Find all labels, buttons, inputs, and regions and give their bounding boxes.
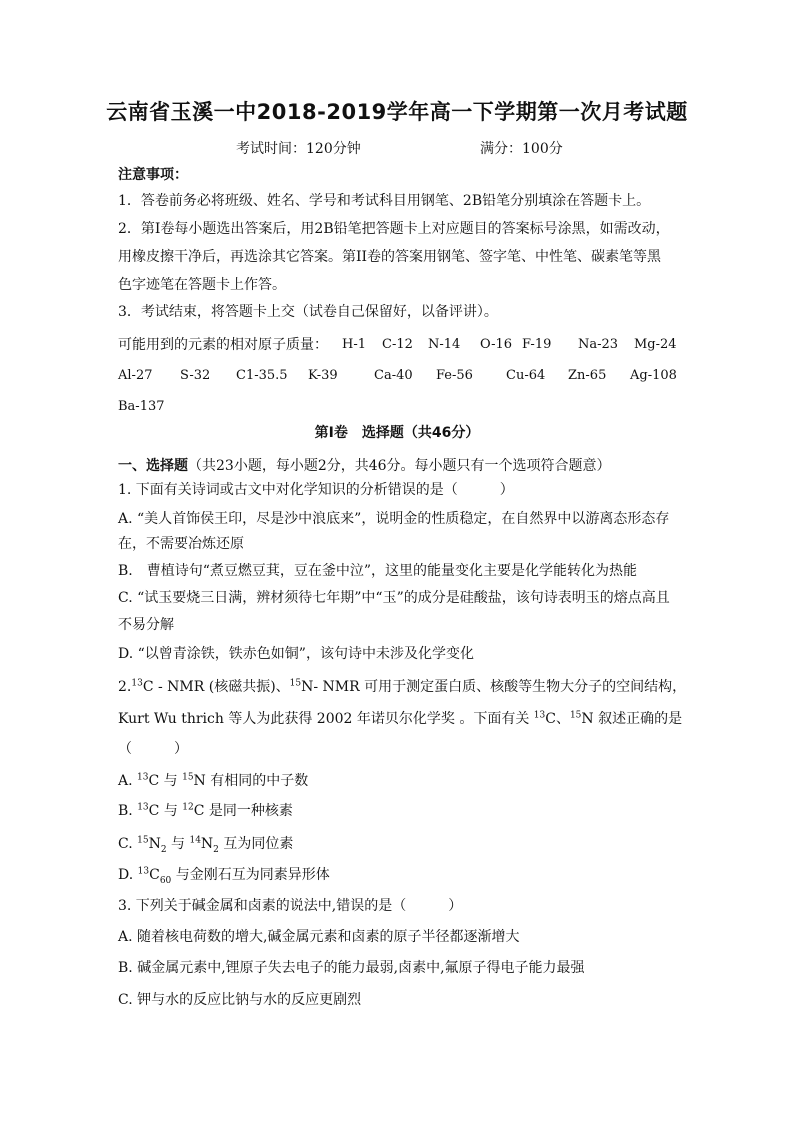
q1-option-a-line-2: 在，不需要冶炼还原 [118,536,244,552]
atomic-mass: C-12 [382,337,413,352]
q1-option-a-line-1: A. “美人首饰侯王印，尽是沙中浪底来”，说明金的性质稳定，在自然界中以游离态形态存 [118,511,670,527]
mass-number: 13 [137,866,150,877]
mass-number: 15 [137,835,149,846]
atomic-mass: H-1 [342,337,367,352]
q2-text: C - NMR (核磁共振)、 [142,679,290,695]
mass-number: 14 [189,835,201,846]
q1-option-b: B. 曹植诗句“煮豆燃豆萁，豆在釜中泣”，这里的能量变化主要是化学能转化为热能 [118,563,638,579]
option-text: N 有相同的中子数 [193,773,309,789]
atomic-mass: F-19 [522,337,552,352]
q3-option-b: B. 碱金属元素中,锂原子失去电子的能力最弱,卤素中,氟原子得电子能力最强 [118,960,585,976]
atomic-mass: Zn-65 [568,368,607,383]
subscript: 2 [213,844,219,855]
option-text: N [200,836,214,852]
atomic-mass: C1-35.5 [236,368,288,383]
part-heading-label: 一、选择题 [118,458,188,474]
note-3: 3．考试结束，将答题卡上交（试卷自己保留好，以备评讲）。 [118,304,498,320]
option-text: 互为同位素 [218,836,294,852]
full-score: 满分：100分 [480,141,563,157]
q3-option-a: A. 随着核电荷数的增大,碱金属元素和卤素的原子半径都逐渐增大 [118,929,520,945]
option-text: C [149,867,160,883]
section-title: 第I卷 选择题（共46分） [314,425,480,441]
mass-number: 15 [569,710,582,721]
part-description: （共23小题，每小题2分，共46分。每小题只有一个选项符合题意） [188,458,611,474]
atomic-mass: Cu-64 [506,368,546,383]
atomic-mass: Mg-24 [634,337,677,352]
option-text: C 与 [148,773,183,789]
option-label: C. [118,836,138,852]
atomic-mass: Ag-108 [630,368,677,383]
q1-stem: 1. 下面有关诗词或古文中对化学知识的分析错误的是（ ） [118,482,514,498]
q2-option-b [118,801,688,821]
option-text: N [148,836,161,852]
q2-option-c [118,834,688,854]
notes-heading: 注意事项： [118,167,188,183]
atomic-mass: S-32 [180,368,211,383]
part-heading [118,456,688,476]
option-label: D. [118,867,138,883]
q2-stem-line-2 [118,709,688,729]
atomic-mass: Ca-40 [374,368,413,383]
q1-option-c-line-2: 不易分解 [118,617,174,633]
option-text: 与金刚石互为同素异形体 [171,867,330,883]
option-label: B. [118,803,138,819]
mass-number: 13 [131,678,143,689]
mass-number: 15 [182,772,194,783]
atomic-mass: O-16 [480,337,513,352]
q2-number: 2. [118,679,132,695]
q2-option-a [118,771,688,791]
option-label: A. [118,773,138,789]
atomic-mass: Al-27 [118,368,153,383]
exam-time: 考试时间：120分钟 [236,141,361,157]
atomic-mass: K-39 [308,368,338,383]
q2-text: Kurt Wu thrich 等人为此获得 2002 年诺贝尔化学奖 。下面有关 [118,711,534,727]
q3-stem: 3. 下列关于碱金属和卤素的说法中,错误的是（ ） [118,898,463,914]
atomic-mass: Fe-56 [436,368,473,383]
q2-text: N 叙述正确的是 [581,711,683,727]
note-2-line-3: 色字迹笔在答题卡上作答。 [118,277,286,293]
q1-option-c-line-1: C. “试玉要烧三日满，辨材须待七年期”中“玉”的成分是硅酸盐，该句诗表明玉的熔点高且 [118,590,670,606]
atomic-mass-label: 可能用到的元素的相对原子质量： [118,337,328,353]
atomic-mass: Ba-137 [118,399,165,414]
atomic-mass: Na-23 [578,337,619,352]
q2-answer-paren: （ ） [118,741,188,757]
atomic-mass: N-14 [428,337,461,352]
mass-number: 12 [182,802,194,813]
note-1: 1．答卷前务必将班级、姓名、学号和考试科目用钢笔、2B铅笔分别填涂在答题卡上。 [118,193,651,209]
mass-number: 13 [533,710,546,721]
mass-number: 15 [289,678,302,689]
note-2-line-1: 2．第I卷每小题选出答案后，用2B铅笔把答题卡上对应题目的答案标号涂黑，如需改动， [118,221,670,237]
subscript: 60 [159,875,172,886]
q2-text: C、 [545,711,570,727]
q1-option-d: D. “以曾青涂铁，铁赤色如铜”，该句诗中未涉及化学变化 [118,646,474,662]
subscript: 2 [160,844,167,855]
q3-option-c: C. 钾与水的反应比钠与水的反应更剧烈 [118,992,362,1008]
q2-stem-line-1 [118,677,688,697]
option-text: C 是同一种核素 [193,803,293,819]
exam-title: 云南省玉溪一中2018-2019学年高一下学期第一次月考试题 [106,100,688,124]
q2-option-d [118,865,688,885]
mass-number: 13 [137,802,149,813]
option-text: 与 [166,836,190,852]
note-2-line-2: 用橡皮擦干净后，再选涂其它答案。第II卷的答案用钢笔、签字笔、中性笔、碳素笔等黑 [118,249,662,265]
option-text: C 与 [148,803,183,819]
mass-number: 13 [137,772,149,783]
q2-text: N- NMR 可用于测定蛋白质、核酸等生物大分子的空间结构， [301,679,687,695]
